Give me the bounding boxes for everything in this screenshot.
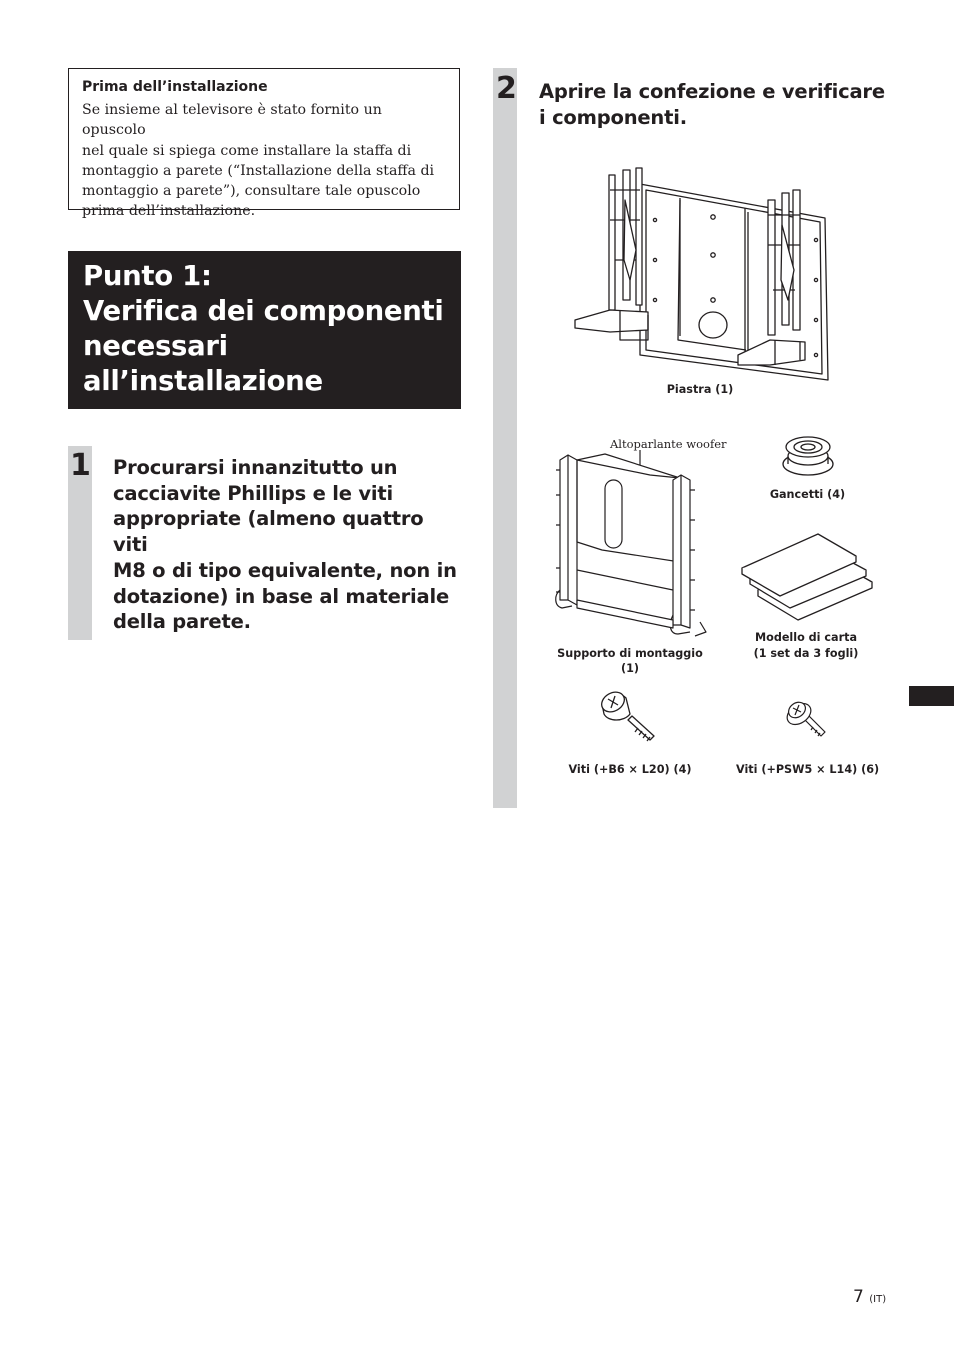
hook-illustration bbox=[780, 434, 836, 480]
page-lang: (IT) bbox=[869, 1294, 887, 1305]
page-number-value: 7 bbox=[853, 1287, 864, 1307]
note-line: montaggio a parete (“Installazione della staffa di bbox=[82, 162, 435, 179]
step2-bar bbox=[493, 68, 517, 808]
mounting-support-caption-line: Supporto di montaggio bbox=[557, 647, 703, 660]
paper-template-caption-line: Modello di carta bbox=[755, 631, 857, 644]
step1-number: 1 bbox=[70, 448, 91, 483]
heading-line: necessari bbox=[83, 330, 228, 362]
step1-line: appropriate (almeno quattro viti bbox=[113, 507, 424, 557]
note-text bbox=[82, 100, 447, 222]
note-line: Se insieme al televisore è stato fornito un opuscolo bbox=[82, 102, 382, 139]
step1-line: dotazione) in base al materiale bbox=[113, 584, 449, 608]
note-title: Prima dell’installazione bbox=[82, 79, 268, 95]
paper-template-caption-line: (1 set da 3 fogli) bbox=[753, 647, 859, 660]
heading-line: Punto 1: bbox=[83, 260, 212, 292]
page-number bbox=[853, 1287, 886, 1307]
mounting-support-caption-line: (1) bbox=[620, 662, 639, 675]
heading-line: all’installazione bbox=[83, 365, 323, 397]
hooks-caption: Gancetti (4) bbox=[769, 488, 846, 501]
edge-tab bbox=[909, 686, 954, 706]
step1-line: cacciavite Phillips e le viti bbox=[113, 481, 393, 505]
note-box bbox=[68, 68, 460, 220]
note-line: prima dell’installazione. bbox=[82, 203, 256, 220]
screw-b6-caption: Viti (+B6 × L20) (4) bbox=[568, 763, 692, 776]
screw-psw5-illustration bbox=[785, 698, 829, 742]
step1-line: M8 o di tipo equivalente, non in bbox=[113, 558, 457, 582]
note-line: montaggio a parete”), consultare tale opuscolo bbox=[82, 183, 421, 200]
note-line: nel quale si spiega come installare la staffa di bbox=[82, 142, 412, 159]
mounting-support-illustration bbox=[550, 450, 715, 642]
woofer-label: Altoparlante woofer bbox=[610, 437, 727, 451]
step2-line: i componenti. bbox=[539, 105, 687, 129]
step2-instruction bbox=[539, 79, 899, 130]
screw-b6-illustration bbox=[598, 690, 662, 752]
mounting-support-caption bbox=[550, 646, 710, 675]
step2-line: Aprire la confezione e verificare bbox=[539, 80, 885, 103]
step1-line: della parete. bbox=[113, 610, 251, 634]
step1-line: Procurarsi innanzitutto un bbox=[113, 456, 398, 479]
paper-template-caption bbox=[740, 630, 872, 662]
step1-instruction bbox=[113, 455, 463, 635]
heading-line: Verifica dei componenti bbox=[83, 295, 444, 327]
section-heading bbox=[68, 251, 461, 409]
plate-caption: Piastra (1) bbox=[666, 383, 734, 396]
plate-illustration bbox=[570, 160, 835, 385]
paper-template-illustration bbox=[738, 530, 876, 630]
step2-number: 2 bbox=[496, 71, 517, 106]
screw-psw5-caption: Viti (+PSW5 × L14) (6) bbox=[736, 763, 880, 776]
